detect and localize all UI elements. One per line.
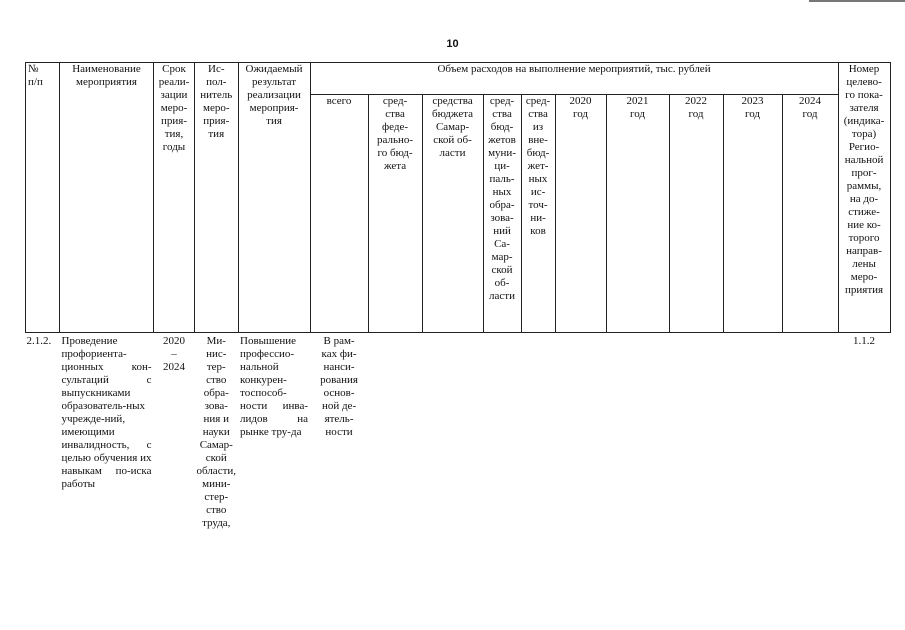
col-header-2021: 2021 год xyxy=(606,95,669,333)
scan-edge-mark xyxy=(809,0,905,2)
col-header-executor: Ис- пол- нитель меро- прия- тия xyxy=(195,63,239,333)
row-empty-cell xyxy=(422,333,483,531)
header-row-main xyxy=(26,63,891,95)
page-number: 10 xyxy=(446,38,459,50)
col-header-num: № п/п xyxy=(26,63,60,333)
row-empty-cell xyxy=(368,333,422,531)
col-header-result: Ожидаемый результат реализации мероприя- тия xyxy=(238,63,310,333)
col-header-2020: 2020 год xyxy=(555,95,606,333)
col-header-municipal: сред- ства бюд- жетов муни- ци- паль- ных обра- зова- ний Са- мар- ской об- ласти xyxy=(483,95,521,333)
col-header-2022: 2022 год xyxy=(669,95,723,333)
row-num: 2.1.2. xyxy=(26,335,52,347)
col-header-extrabudget: сред- ства из вне- бюд- жет- ных ис- точ- ни- ков xyxy=(521,95,555,333)
row-empty-cell xyxy=(606,333,669,531)
col-header-expenses: Объем расходов на выполнение мероприятий, тыс. рублей xyxy=(310,63,838,95)
table-row xyxy=(26,333,891,531)
row-empty-cell xyxy=(521,333,555,531)
row-executor: Ми- нис- тер- ство обра- зова- ния и науки Самар- ской области, мини- стер- ство труда, xyxy=(196,335,237,529)
col-header-2024: 2024 год xyxy=(782,95,838,333)
col-header-term: Срок реали- зации меро- прия- тия, годы xyxy=(154,63,195,333)
activities-table xyxy=(25,62,891,530)
col-header-federal: сред- ства феде- рально- го бюд- жета xyxy=(368,95,422,333)
row-empty-cell xyxy=(483,333,521,531)
col-header-regional: средства бюджета Самар- ской об- ласти xyxy=(422,95,483,333)
col-header-2023: 2023 год xyxy=(723,95,782,333)
row-result: Повышение профессио-нальной конкурен-тоспособ-ности инва-лидов на рынке тру-да xyxy=(240,335,309,438)
row-empty-cell xyxy=(555,333,606,531)
col-header-total: всего xyxy=(310,95,368,333)
row-indicator: 1.1.2 xyxy=(853,335,876,347)
row-empty-cell xyxy=(782,333,838,531)
row-empty-cell xyxy=(669,333,723,531)
row-empty-cell xyxy=(723,333,782,531)
col-header-name: Наименование мероприятия xyxy=(60,63,154,333)
row-term: 2020 – 2024 xyxy=(163,335,185,373)
row-name: Проведение профориента-ционных кон-сультаций с выпускниками образователь-ных учрежде-ний, имеющими инвалидность, с целью обучения их навыкам по-иска работы xyxy=(61,335,152,490)
row-funding: В рам- ках фи- нанси- рования основ- ной де- ятель- ности xyxy=(320,335,358,438)
col-header-indicator: Номер целево- го пока- зателя (индика- тора) Регио- нальной прог- раммы, на до- стиже- ние ко- торого направ- лены меро- приятия xyxy=(838,63,890,333)
